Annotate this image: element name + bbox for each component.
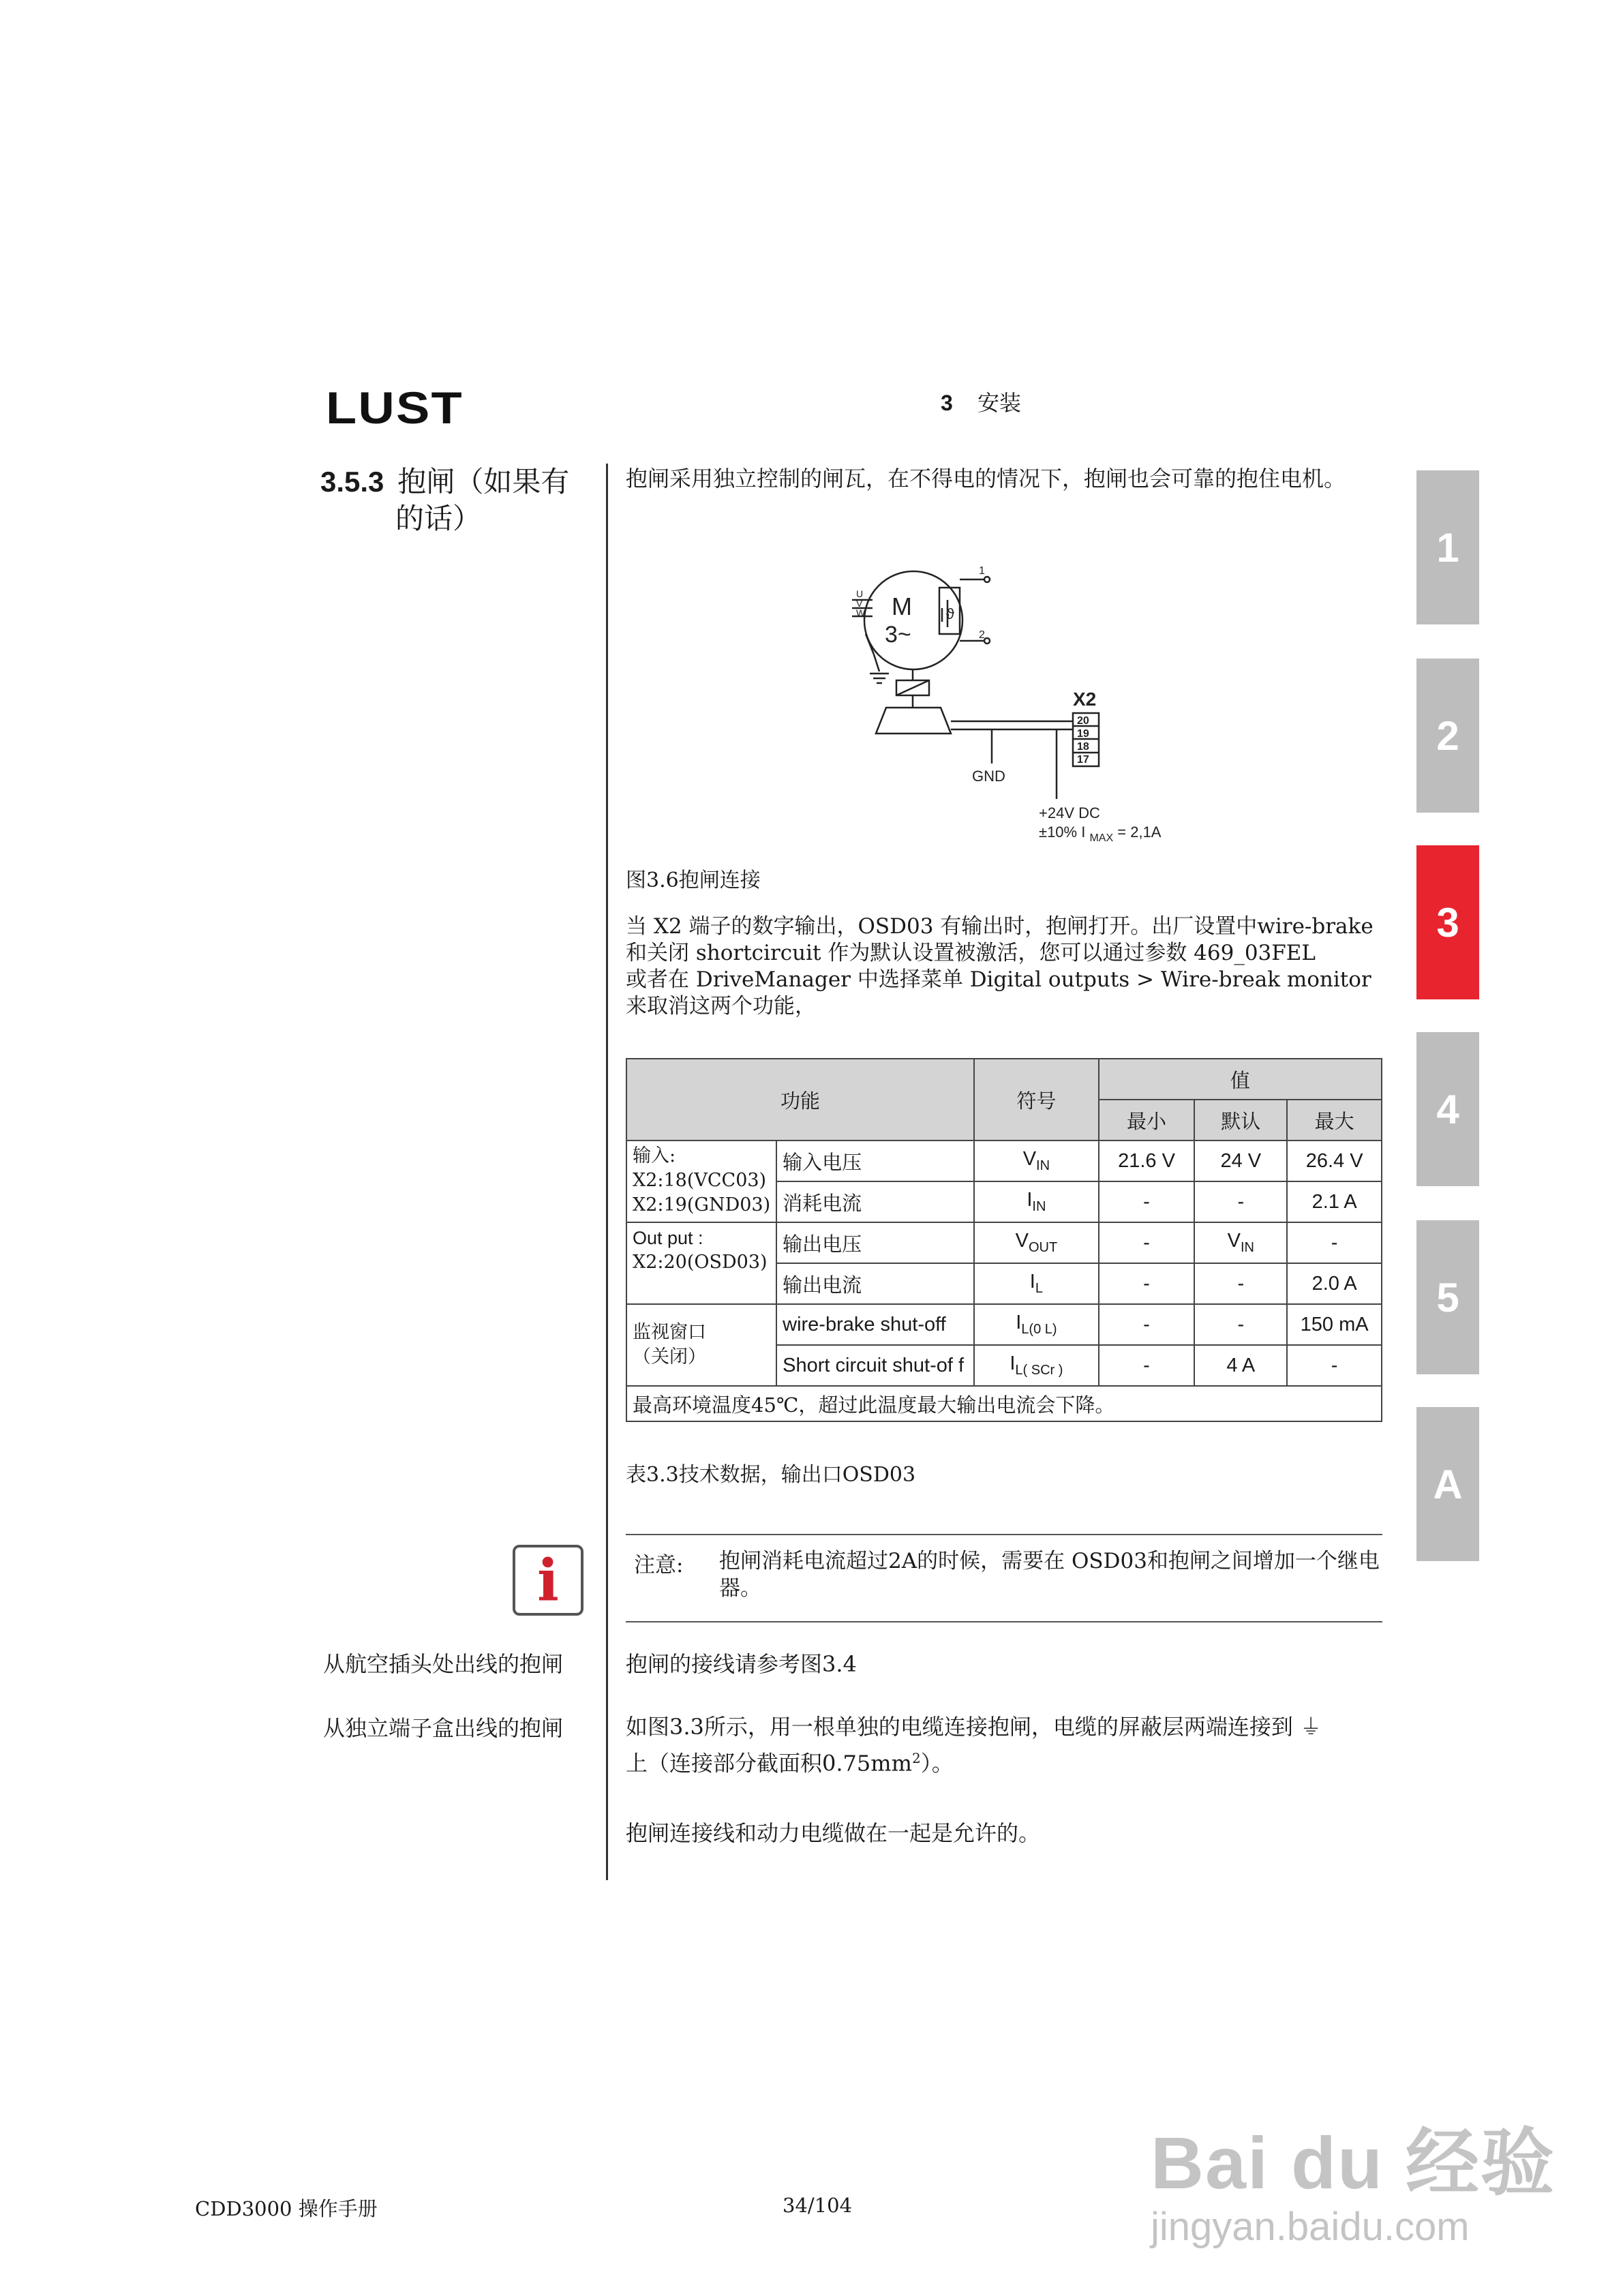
tab-chapter-3[interactable]: 3 (1416, 845, 1479, 999)
tab-chapter-a[interactable]: A (1416, 1407, 1479, 1561)
row-default: - (1194, 1304, 1287, 1345)
section-title-line1: 抱闸（如果有 (397, 465, 570, 498)
spec-table (626, 1058, 1382, 1422)
chapter-title: 安装 (977, 390, 1021, 416)
motor-label-m: M (892, 592, 912, 620)
supply-label: +24V DC (1039, 804, 1100, 821)
group-input: 输入: X2:18(VCC03) X2:19(GND03) (626, 1141, 776, 1222)
row-min: - (1099, 1181, 1195, 1222)
tab-chapter-1[interactable]: 1 (1416, 470, 1479, 624)
brake-disc (876, 708, 951, 734)
row-default: 24 V (1194, 1141, 1287, 1181)
pin-1-label: 1 (979, 565, 985, 577)
side-label-terminal-box: 从独立端子盒出线的抱闸 (323, 1715, 564, 1741)
terminal-19: 19 (1077, 728, 1089, 740)
table-caption: 表3.3技术数据，输出口OSD03 (626, 1463, 916, 1487)
row-symbol: $I_{IN}$ (974, 1181, 1099, 1222)
ground-icon: ⏚ (1300, 1714, 1322, 1740)
paragraph-cable: 抱闸连接线和动力电缆做在一起是允许的。 (626, 1820, 1041, 1846)
table-footer-row (626, 1386, 1382, 1421)
row-symbol: $V_{IN}$ (974, 1141, 1099, 1181)
row-label: wire-brake shut-off (776, 1304, 974, 1345)
column-divider (606, 464, 608, 1880)
row-max: 2.0 A (1287, 1263, 1382, 1304)
description-line: 或者在 DriveManager 中选择菜单 Digital outputs > Wire-break monitor (626, 967, 1371, 992)
row-max: 26.4 V (1287, 1141, 1382, 1181)
section-title (320, 464, 600, 537)
note-divider-top (626, 1534, 1382, 1535)
header-min: 最小 (1099, 1100, 1195, 1141)
terminal-18: 18 (1077, 741, 1089, 753)
chapter-header (941, 386, 1021, 417)
row-min: - (1099, 1345, 1195, 1386)
header-function: 功能 (626, 1059, 974, 1141)
info-icon: i (513, 1545, 583, 1616)
description-line: 来取消这两个功能， (626, 994, 816, 1018)
connector-label: X2 (1073, 689, 1097, 710)
row-symbol: $I_L$ (974, 1263, 1099, 1304)
row-label: 消耗电流 (776, 1181, 974, 1222)
row-min: - (1099, 1222, 1195, 1263)
note-divider-bottom (626, 1621, 1382, 1622)
watermark (1151, 2104, 1556, 2250)
gnd-label: GND (972, 768, 1005, 785)
table-row (626, 1141, 1382, 1181)
tab-chapter-2[interactable]: 2 (1416, 659, 1479, 813)
chapter-number: 3 (941, 391, 953, 415)
brand-logo: LUST (326, 382, 464, 433)
row-default: 4 A (1194, 1345, 1287, 1386)
figure-caption: 图3.6抱闸连接 (626, 868, 761, 892)
row-label: 输出电压 (776, 1222, 974, 1263)
note-text: 抱闸消耗电流超过2A的时候，需要在 OSD03和抱闸之间增加一个继电器。 (719, 1549, 1380, 1601)
header-max: 最大 (1287, 1100, 1382, 1141)
row-symbol: $V_{OUT}$ (974, 1222, 1099, 1263)
header-symbol: 符号 (974, 1059, 1099, 1141)
row-default: - (1194, 1263, 1287, 1304)
tab-chapter-4[interactable]: 4 (1416, 1032, 1479, 1186)
current-limit-label: ±10% I $_{MAX}$ = 2,1A (1039, 824, 1162, 844)
row-label: Short circuit shut-of f (776, 1345, 974, 1386)
phase-u-label: U (856, 588, 864, 599)
table-footer-note: 最高环境温度45℃，超过此温度最大输出电流会下降。 (626, 1386, 1382, 1421)
header-value: 值 (1099, 1059, 1382, 1100)
watermark-url: jingyan.baidu.com (1151, 2205, 1470, 2249)
description-line: 和关闭 shortcircuit 作为默认设置被激活，您可以通过参数 469_03FEL (626, 941, 1316, 965)
theta-symbol: ϑ (946, 605, 955, 622)
row-max: 150 mA (1287, 1304, 1382, 1345)
paragraph-wiring-ref: 抱闸的接线请参考图3.4 (626, 1651, 857, 1677)
row-min: - (1099, 1263, 1195, 1304)
phase-v-label: V (856, 598, 863, 609)
row-max: 2.1 A (1287, 1181, 1382, 1222)
side-label-aviation-plug: 从航空插头处出线的抱闸 (323, 1651, 564, 1677)
row-label: 输出电流 (776, 1263, 974, 1304)
description-paragraph (626, 913, 1396, 1020)
pin-2-label: 2 (979, 629, 985, 641)
row-max: - (1287, 1345, 1382, 1386)
footer-manual-title: CDD3000 操作手册 (195, 2197, 378, 2220)
row-max: - (1287, 1222, 1382, 1263)
description-line: 当 X2 端子的数字输出，OSD03 有输出时，抱闸打开。出厂设置中wire-brake (626, 914, 1374, 939)
note-label: 注意: (634, 1553, 684, 1577)
table-row (626, 1304, 1382, 1345)
watermark-brand: Bai du 经验 (1151, 2121, 1556, 2204)
header-default: 默认 (1194, 1100, 1287, 1141)
row-default: - (1194, 1181, 1287, 1222)
terminal-17: 17 (1077, 754, 1089, 766)
footer-page-number: 34/104 (783, 2194, 853, 2217)
phase-w-label: W (856, 607, 866, 618)
row-label: 输入电压 (776, 1141, 974, 1181)
group-output: Out put : X2:20(OSD03) (626, 1222, 776, 1304)
row-symbol: $I_{L( SCr )}$ (974, 1345, 1099, 1386)
section-number: 3.5.3 (320, 466, 384, 498)
row-min: - (1099, 1304, 1195, 1345)
group-monitor: 监视窗口 （关闭） (626, 1304, 776, 1386)
brake-wiring-diagram (838, 559, 1193, 845)
row-symbol: $I_{L(0 L)}$ (974, 1304, 1099, 1345)
section-title-line2: 的话） (395, 502, 482, 535)
paragraph-shield: 如图3.3所示，用一根单独的电缆连接抱闸，电缆的屏蔽层两端连接到 ⏚ 上（连接部分截面积$0.75mm^2$）。 (626, 1714, 1322, 1777)
tab-chapter-5[interactable]: 5 (1416, 1220, 1479, 1374)
table-row (626, 1222, 1382, 1263)
intro-paragraph: 抱闸采用独立控制的闸瓦，在不得电的情况下，抱闸也会可靠的抱住电机。 (626, 466, 1346, 492)
motor-label-phase: 3~ (885, 622, 911, 648)
row-min: 21.6 V (1099, 1141, 1195, 1181)
row-default: $V_{IN}$ (1194, 1222, 1287, 1263)
terminal-20: 20 (1077, 715, 1089, 727)
